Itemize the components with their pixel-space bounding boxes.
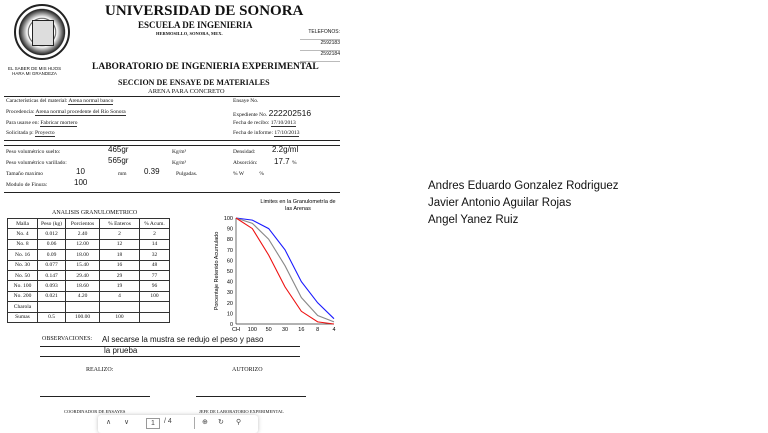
varillado-value: 565gr <box>108 156 129 165</box>
table-cell: 0.093 <box>38 281 66 291</box>
y-tick-label: 10 <box>226 311 233 318</box>
procedencia-row: Procedencia: Arena normal procedente del Río Sonora <box>6 109 126 115</box>
absorcion-unit: % <box>292 160 297 166</box>
section-name: SECCION DE ENSAYE DE MATERIALES <box>118 78 270 87</box>
table-cell: 18 <box>100 250 140 260</box>
university-title: UNIVERSIDAD DE SONORA <box>105 3 304 19</box>
phones-block <box>300 29 340 62</box>
densidad-value: 2.2g/ml <box>272 145 299 154</box>
rotate-icon[interactable]: ↻ <box>218 419 224 426</box>
absorcion-label: Absorción: <box>233 160 258 166</box>
granulometry-table <box>7 218 170 323</box>
tamano-row: Tamaño maximo <box>6 171 44 177</box>
observaciones-label: OBSERVACIONES: <box>42 336 93 342</box>
table-cell: No. 100 <box>8 281 38 291</box>
report-subject: ARENA PARA CONCRETO <box>148 88 225 95</box>
table-cell: No. 200 <box>8 291 38 301</box>
phone-2: 2592184 <box>300 51 340 62</box>
previous-page-icon[interactable]: ∧ <box>106 419 112 426</box>
y-tick-label: 60 <box>226 258 233 265</box>
y-tick-label: 20 <box>226 300 233 307</box>
y-tick-label: 80 <box>226 237 233 244</box>
y-tick-label: 0 <box>229 322 233 328</box>
table-cell: 12 <box>100 239 140 249</box>
jefe-label: JEFE DE LABORATORIO EXPERIMENTAL <box>199 409 284 414</box>
table-cell: 0.021 <box>38 291 66 301</box>
author-2: Javier Antonio Aguilar Rojas <box>428 197 572 209</box>
x-tick-label: CH <box>232 327 240 333</box>
table-cell: 14 <box>140 239 170 249</box>
table-cell: 77 <box>140 270 170 280</box>
table-header: Peso (kg) <box>38 219 66 229</box>
table-row <box>8 291 170 301</box>
densidad-label: Densidad: <box>233 149 256 155</box>
table-row <box>8 239 170 249</box>
pulgadas-unit: Pulgadas. <box>176 171 198 177</box>
table-cell: 0.09 <box>38 250 66 260</box>
university-seal <box>14 4 70 60</box>
expediente-row: Expediente No. 222202516 <box>233 108 312 118</box>
pulgadas-value: 0.39 <box>144 167 160 176</box>
table-cell: 0.5 <box>38 312 66 322</box>
table-cell: 12.00 <box>66 239 100 249</box>
table-cell: 96 <box>140 281 170 291</box>
y-tick-label: 100 <box>223 216 233 222</box>
table-row <box>8 260 170 270</box>
table-row <box>8 312 170 322</box>
page-total: / 4 <box>164 418 172 425</box>
absorcion-value: 17.7 <box>274 157 290 166</box>
pdf-viewer-toolbar <box>98 415 258 433</box>
suelto-value: 465gr <box>108 145 129 154</box>
autorizo-label: AUTORIZO <box>232 367 263 373</box>
table-row <box>8 250 170 260</box>
table-cell <box>140 302 170 312</box>
y-tick-label: 40 <box>226 279 233 286</box>
table-cell: 100 <box>100 312 140 322</box>
x-tick-label: 16 <box>298 327 305 333</box>
table-header: % Acum. <box>140 219 170 229</box>
y-tick-label: 50 <box>226 269 233 275</box>
table-cell: 0.012 <box>38 229 66 239</box>
table-cell: 2 <box>100 229 140 239</box>
table-cell: 0.06 <box>38 239 66 249</box>
table-cell: 4 <box>100 291 140 301</box>
author-3: Angel Yanez Ruiz <box>428 214 519 226</box>
table-header: Malla <box>8 219 38 229</box>
y-axis-label: Porcentaje Retenido Acumulado <box>214 231 220 311</box>
table-cell: 18.00 <box>66 250 100 260</box>
x-tick-label: 50 <box>265 327 272 333</box>
table-cell: 2 <box>140 229 170 239</box>
next-page-icon[interactable]: ∨ <box>124 419 130 426</box>
author-1: Andres Eduardo Gonzalez Rodriguez <box>428 180 619 192</box>
granulometry-title: ANALISIS GRANULOMETRICO <box>52 210 138 216</box>
informe-row: Fecha de informe: 17/10/2013 <box>233 130 300 136</box>
observaciones-line2: la prueba <box>104 346 138 355</box>
table-cell: Sumas <box>8 312 38 322</box>
tamano-value: 10 <box>76 167 85 176</box>
table-cell: 48 <box>140 260 170 270</box>
table-row <box>8 281 170 291</box>
table-cell: No. 8 <box>8 239 38 249</box>
table-cell <box>140 312 170 322</box>
toolbar-divider <box>194 417 195 429</box>
table-cell: 29 <box>100 270 140 280</box>
material-row: Características del material: Arena normal banco <box>6 98 114 104</box>
authors-list <box>428 178 619 229</box>
chart-title: Limites en la Granulometría de <box>260 199 336 205</box>
city-line: HERMOSILLO, SONORA, MEX. <box>156 31 223 36</box>
table-row <box>8 270 170 280</box>
varillado-row: Peso volumétrico varillado: <box>6 160 67 166</box>
tamano-unit: mm <box>118 171 127 177</box>
observaciones-line1: Al secarse la mustra se redujo el peso y paso <box>102 335 264 344</box>
series-line <box>236 218 334 324</box>
report-sheet <box>0 0 345 433</box>
phones-label: TELEFONOS: <box>300 29 340 40</box>
table-cell: 2.40 <box>66 229 100 239</box>
uso-row: Para usarse en: Fabricar mortero <box>6 120 78 126</box>
table-cell: 19 <box>100 281 140 291</box>
table-cell: 100.00 <box>66 312 100 322</box>
table-row <box>8 229 170 239</box>
series-line <box>236 218 334 319</box>
series-line <box>236 218 334 322</box>
suelto-row: Peso volumétrico suelto: <box>6 149 61 155</box>
x-tick-label: 30 <box>281 327 289 333</box>
search-icon[interactable]: ⚲ <box>236 419 242 426</box>
granulometry-chart <box>212 196 342 336</box>
university-motto: EL SABER DE MIS HIJOS HARA MI GRANDEZA <box>8 66 62 76</box>
table-cell: Charola <box>8 302 38 312</box>
x-tick-label: 8 <box>316 327 320 333</box>
table-cell: 16 <box>100 260 140 270</box>
finura-value: 100 <box>74 178 88 187</box>
table-cell: 100 <box>140 291 170 301</box>
realizo-label: REALIZO: <box>86 367 114 373</box>
y-tick-label: 70 <box>226 247 233 254</box>
table-cell: 0.147 <box>38 270 66 280</box>
table-row <box>8 302 170 312</box>
x-tick-label: 4 <box>332 327 336 333</box>
y-tick-label: 90 <box>226 226 233 233</box>
recibo-row: Fecha de recibo: 17/10/2013 <box>233 120 296 126</box>
finura-row: Modulo de Finura: <box>6 182 48 188</box>
table-cell: No. 4 <box>8 229 38 239</box>
table-header: Porcientos <box>66 219 100 229</box>
solicitada-row: Solicitada p: Proyecto <box>6 130 55 136</box>
table-cell: No. 30 <box>8 260 38 270</box>
ensaye-row: Ensaye No. <box>233 98 259 104</box>
lab-name: LABORATORIO DE INGENIERIA EXPERIMENTAL <box>92 62 319 72</box>
table-cell: 32 <box>140 250 170 260</box>
page-number-input[interactable]: 1 <box>146 418 160 429</box>
zoom-icon[interactable]: ⊕ <box>202 419 208 426</box>
table-cell: 18.60 <box>66 281 100 291</box>
chart-title: las Arenas <box>285 206 311 212</box>
table-cell <box>100 302 140 312</box>
table-cell <box>66 302 100 312</box>
table-cell: No. 16 <box>8 250 38 260</box>
coordinador-label: COORDINADOR DE ENSAYES <box>64 409 126 414</box>
school-name: ESCUELA DE INGENIERIA <box>138 20 253 30</box>
y-tick-label: 30 <box>226 290 233 297</box>
table-cell: 15.40 <box>66 260 100 270</box>
table-cell: No. 50 <box>8 270 38 280</box>
x-tick-label: 100 <box>247 327 257 333</box>
table-cell: 0.077 <box>38 260 66 270</box>
suelto-unit: Kg/m³ <box>172 149 187 155</box>
phone-1: 2592183 <box>300 40 340 51</box>
table-header: % Enteros <box>100 219 140 229</box>
varillado-unit: Kg/m³ <box>172 160 187 166</box>
table-cell <box>38 302 66 312</box>
w-row: % W % <box>233 171 264 177</box>
table-cell: 4.20 <box>66 291 100 301</box>
table-cell: 29.40 <box>66 270 100 280</box>
